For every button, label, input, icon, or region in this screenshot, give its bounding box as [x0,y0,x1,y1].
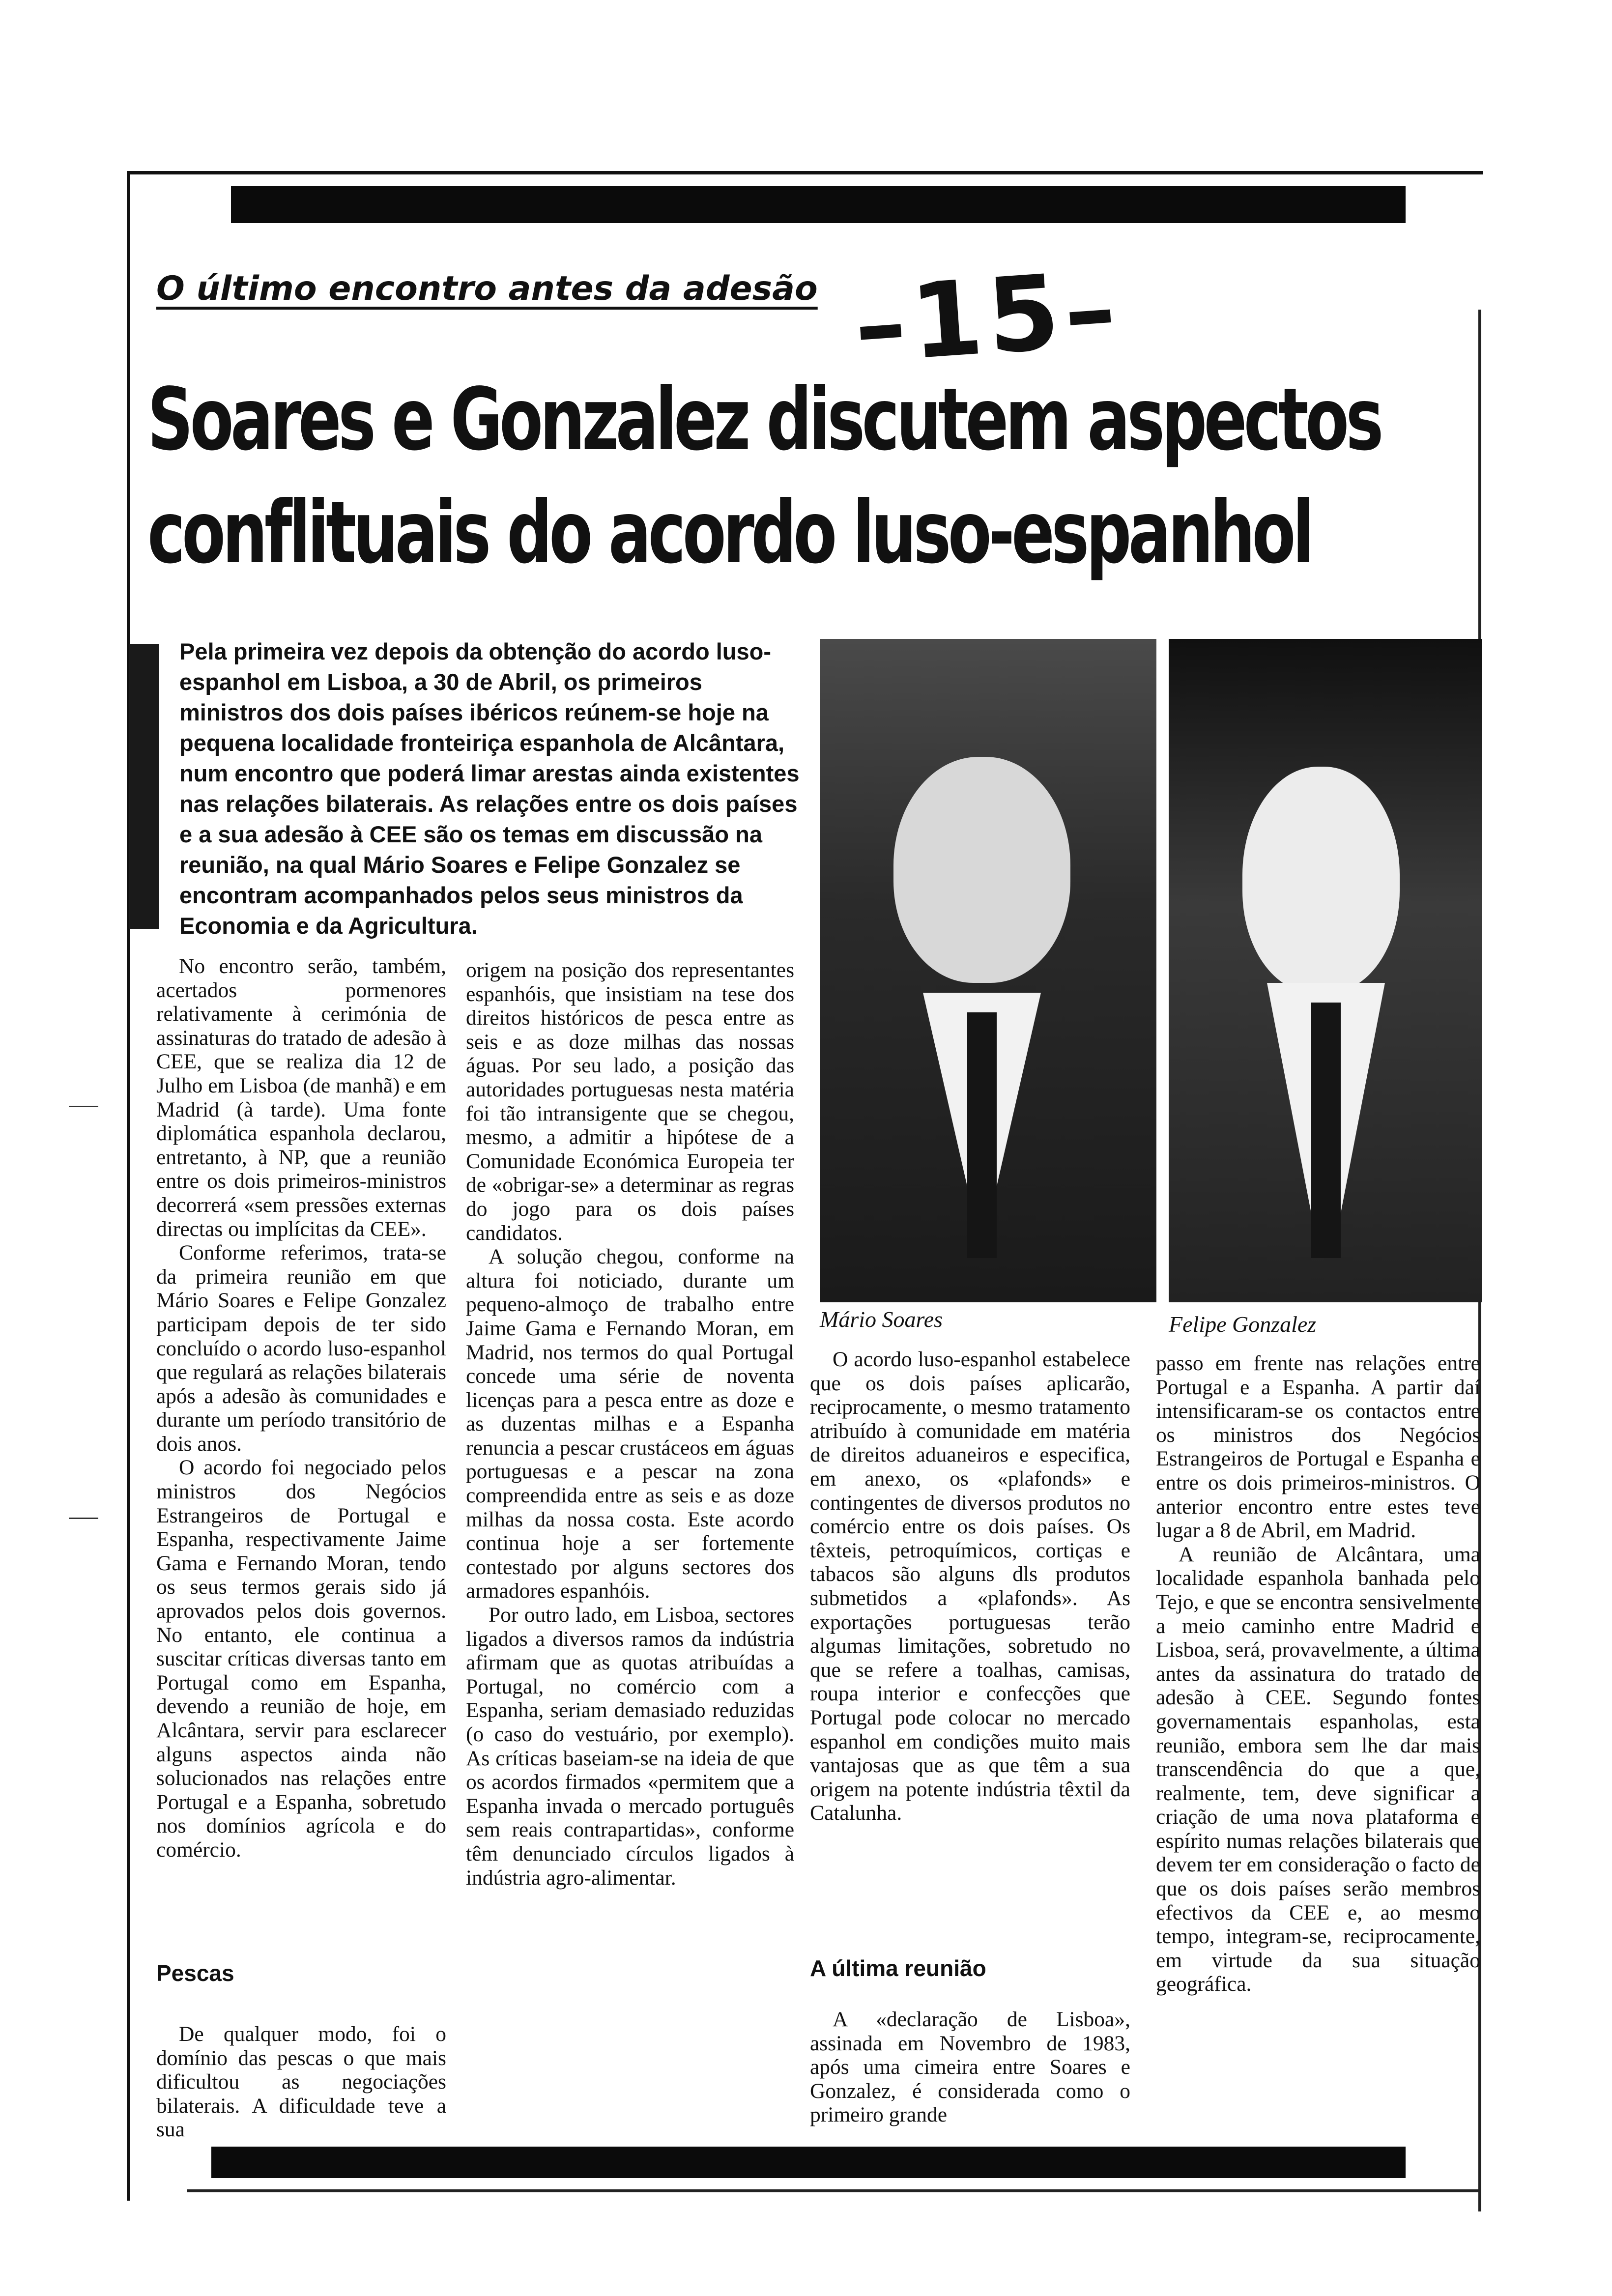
paragraph: De qualquer modo, foi o domínio das pescas o que mais dificultou as negociações bilaterais. A dificuldade teve a sua [156,2022,446,2142]
margin-mark [69,1518,98,1519]
subhead-pescas: Pescas [156,1960,234,1986]
photo-caption-gonzalez: Felipe Gonzalez [1169,1312,1317,1337]
column-3 [810,1348,1130,1825]
portrait-tie-shape [1311,1003,1341,1258]
headline [147,364,1381,595]
column-1-continued [156,2022,446,2142]
headline-line-1: Soares e Gonzalez discutem aspectos [147,370,1381,470]
paragraph: A «declaração de Lisboa», assinada em Novembro de 1983, após uma cimeira entre Soares e Gonzalez, é considerada como o primeiro grande [810,2008,1130,2127]
paragraph: origem na posição dos representantes espanhóis, que insistiam na tese dos direitos históricos de pesca entre as seis e as doze milhas das nossas águas. Por seu lado, a posição das autoridades portuguesas nesta matéria foi tão intransigente que se chegou, mesmo, a admitir a hipótese de a Comunidade Económica Europeia ter de «obrigar-se» a determinar as regras do jogo para os dois países candidatos. [466,958,794,1245]
paragraph: O acordo foi negociado pelos ministros dos Negócios Estrangeiros de Portugal e Espanha, respectivamente Jaime Gama e Fernando Moran, tendo os seus termos gerais sido já aprovados pelos dois governos. No entanto, ele continua a suscitar críticas diversas tanto em Portugal como em Espanha, devendo a reunião de hoje, em Alcântara, servir para esclarecer alguns aspectos ainda não solucionados nas relações entre Portugal e a Espanha, sobretudo nos domínios agrícola e do comércio. [156,1456,446,1862]
portrait-tie-shape [967,1012,997,1258]
column-4 [1156,1351,1480,1996]
column-2 [466,958,794,1890]
paragraph: No encontro serão, também, acertados pormenores relativamente à cerimónia de assinaturas do tratado de adesão à CEE, que se realiza dia 12 de Julho em Lisboa (de manhã) e em Madrid (à tarde). Uma fonte diplomática espanhola declarou, entretanto, à NP, que a reunião entre os dois primeiros-ministros decorrerá «sem pressões externas directas ou implícitas da CEE». [156,954,446,1241]
paragraph: A solução chegou, conforme na altura foi noticiado, durante um pequeno-almoço de trabalho entre Jaime Gama e Fernando Moran, em Madrid, nos termos do qual Portugal concede uma série de noventa licenças para a pesca entre as doze e as duzentas milhas e a Espanha renuncia a pescar crustáceos em águas portuguesas e a pescar na zona compreendida entre as seis e as doze milhas da nossa costa. Este acordo continua hoje a ser fortemente contestado por alguns sectores dos armadores espanhóis. [466,1245,794,1603]
handwritten-page-mark: –15– [850,248,1125,387]
portrait-face-shape [893,757,1070,983]
bottom-black-bar [211,2147,1406,2178]
paragraph: A reunião de Alcântara, uma localidade espanhola banhada pelo Tejo, e que se encontra sensivelmente a meio caminho entre Madrid e Lisboa, será, provavelmente, a última antes da assinatura do tratado de adesão à CEE. Segundo fontes governamentais espanholas, esta reunião, embora sem lhe dar mais transcendência do que a que, realmente, tem, deve significar a criação de uma nova plataforma e espírito numas relações bilaterais que devem ter em consideração o facto de que os dois países serão membros efectivos da CEE e, ao mesmo tempo, integram-se, reciprocamente, em virtude da sua situação geográfica. [1156,1542,1480,1996]
frame-top-rule [127,171,1483,174]
paragraph: Por outro lado, em Lisboa, sectores ligados a diversos ramos da indústria afirmam que as quotas atribuídas a Portugal, no comércio com a Espanha, seriam demasiado reduzidas (o caso do vestuário, por exemplo). As críticas baseiam-se na ideia de que os acordos firmados «permitem que a Espanha invada o mercado português sem reais contrapartidas», conforme têm denunciado círculos ligados à indústria agro-alimentar. [466,1603,794,1890]
kicker: O último encontro antes da adesão [156,269,818,308]
portrait-face-shape [1242,767,1400,993]
frame-bottom-rule [187,2189,1478,2192]
top-black-bar [231,186,1406,223]
lead-side-bar [129,644,159,929]
column-3-continued [810,2008,1130,2127]
margin-mark [69,1106,98,1107]
photo-caption-soares: Mário Soares [820,1307,943,1332]
paragraph: passo em frente nas relações entre Portugal e a Espanha. A partir daí intensificaram-se os contactos entre os ministros dos Negócios Estrangeiros de Portugal e Espanha e entre os dois primeiros-ministros. O anterior encontro entre estes teve lugar a 8 de Abril, em Madrid. [1156,1351,1480,1543]
column-1 [156,954,446,1862]
photo-felipe-gonzalez [1169,639,1482,1302]
headline-line-2: conflituais do acordo luso-espanhol [147,483,1311,583]
subhead-ultima-reuniao: A última reunião [810,1955,986,1981]
frame-left-rule [127,171,130,2201]
paragraph: Conforme referimos, trata-se da primeira reunião em que Mário Soares e Felipe Gonzalez participam depois de ter sido concluído o acordo luso-espanhol que regulará as relações bilaterais após a adesão às comunidades e durante um período transitório de dois anos. [156,1241,446,1456]
lead-paragraph: Pela primeira vez depois da obtenção do acordo luso-espanhol em Lisboa, a 30 de Abril, os primeiros ministros dos dois países ibéricos reúnem-se hoje na pequena localidade fronteiriça espanhola de Alcântara, num encontro que poderá limar arestas ainda existentes nas relações bilaterais. As relações entre os dois países e a sua adesão à CEE são os temas em discussão na reunião, na qual Mário Soares e Felipe Gonzalez se encontram acompanhados pelos seus ministros da Economia e da Agricultura. [179,638,800,939]
paragraph: O acordo luso-espanhol estabelece que os dois países aplicarão, reciprocamente, o mesmo tratamento atribuído à comunidade em matéria de direitos aduaneiros e especifica, em anexo, os «plafonds» e contingentes de diversos produtos no comércio entre os dois países. Os têxteis, petroquímicos, cortiças e tabacos são alguns dls produtos submetidos a «plafonds». As exportações portuguesas terão algumas limitações, sobretudo no que se refere a toalhas, camisas, roupa interior e confecções que Portugal pode colocar no mercado espanhol em condições muito mais vantajosas que as que têm a sua origem na potente indústria têxtil da Catalunha. [810,1348,1130,1825]
photo-mario-soares [820,639,1156,1302]
